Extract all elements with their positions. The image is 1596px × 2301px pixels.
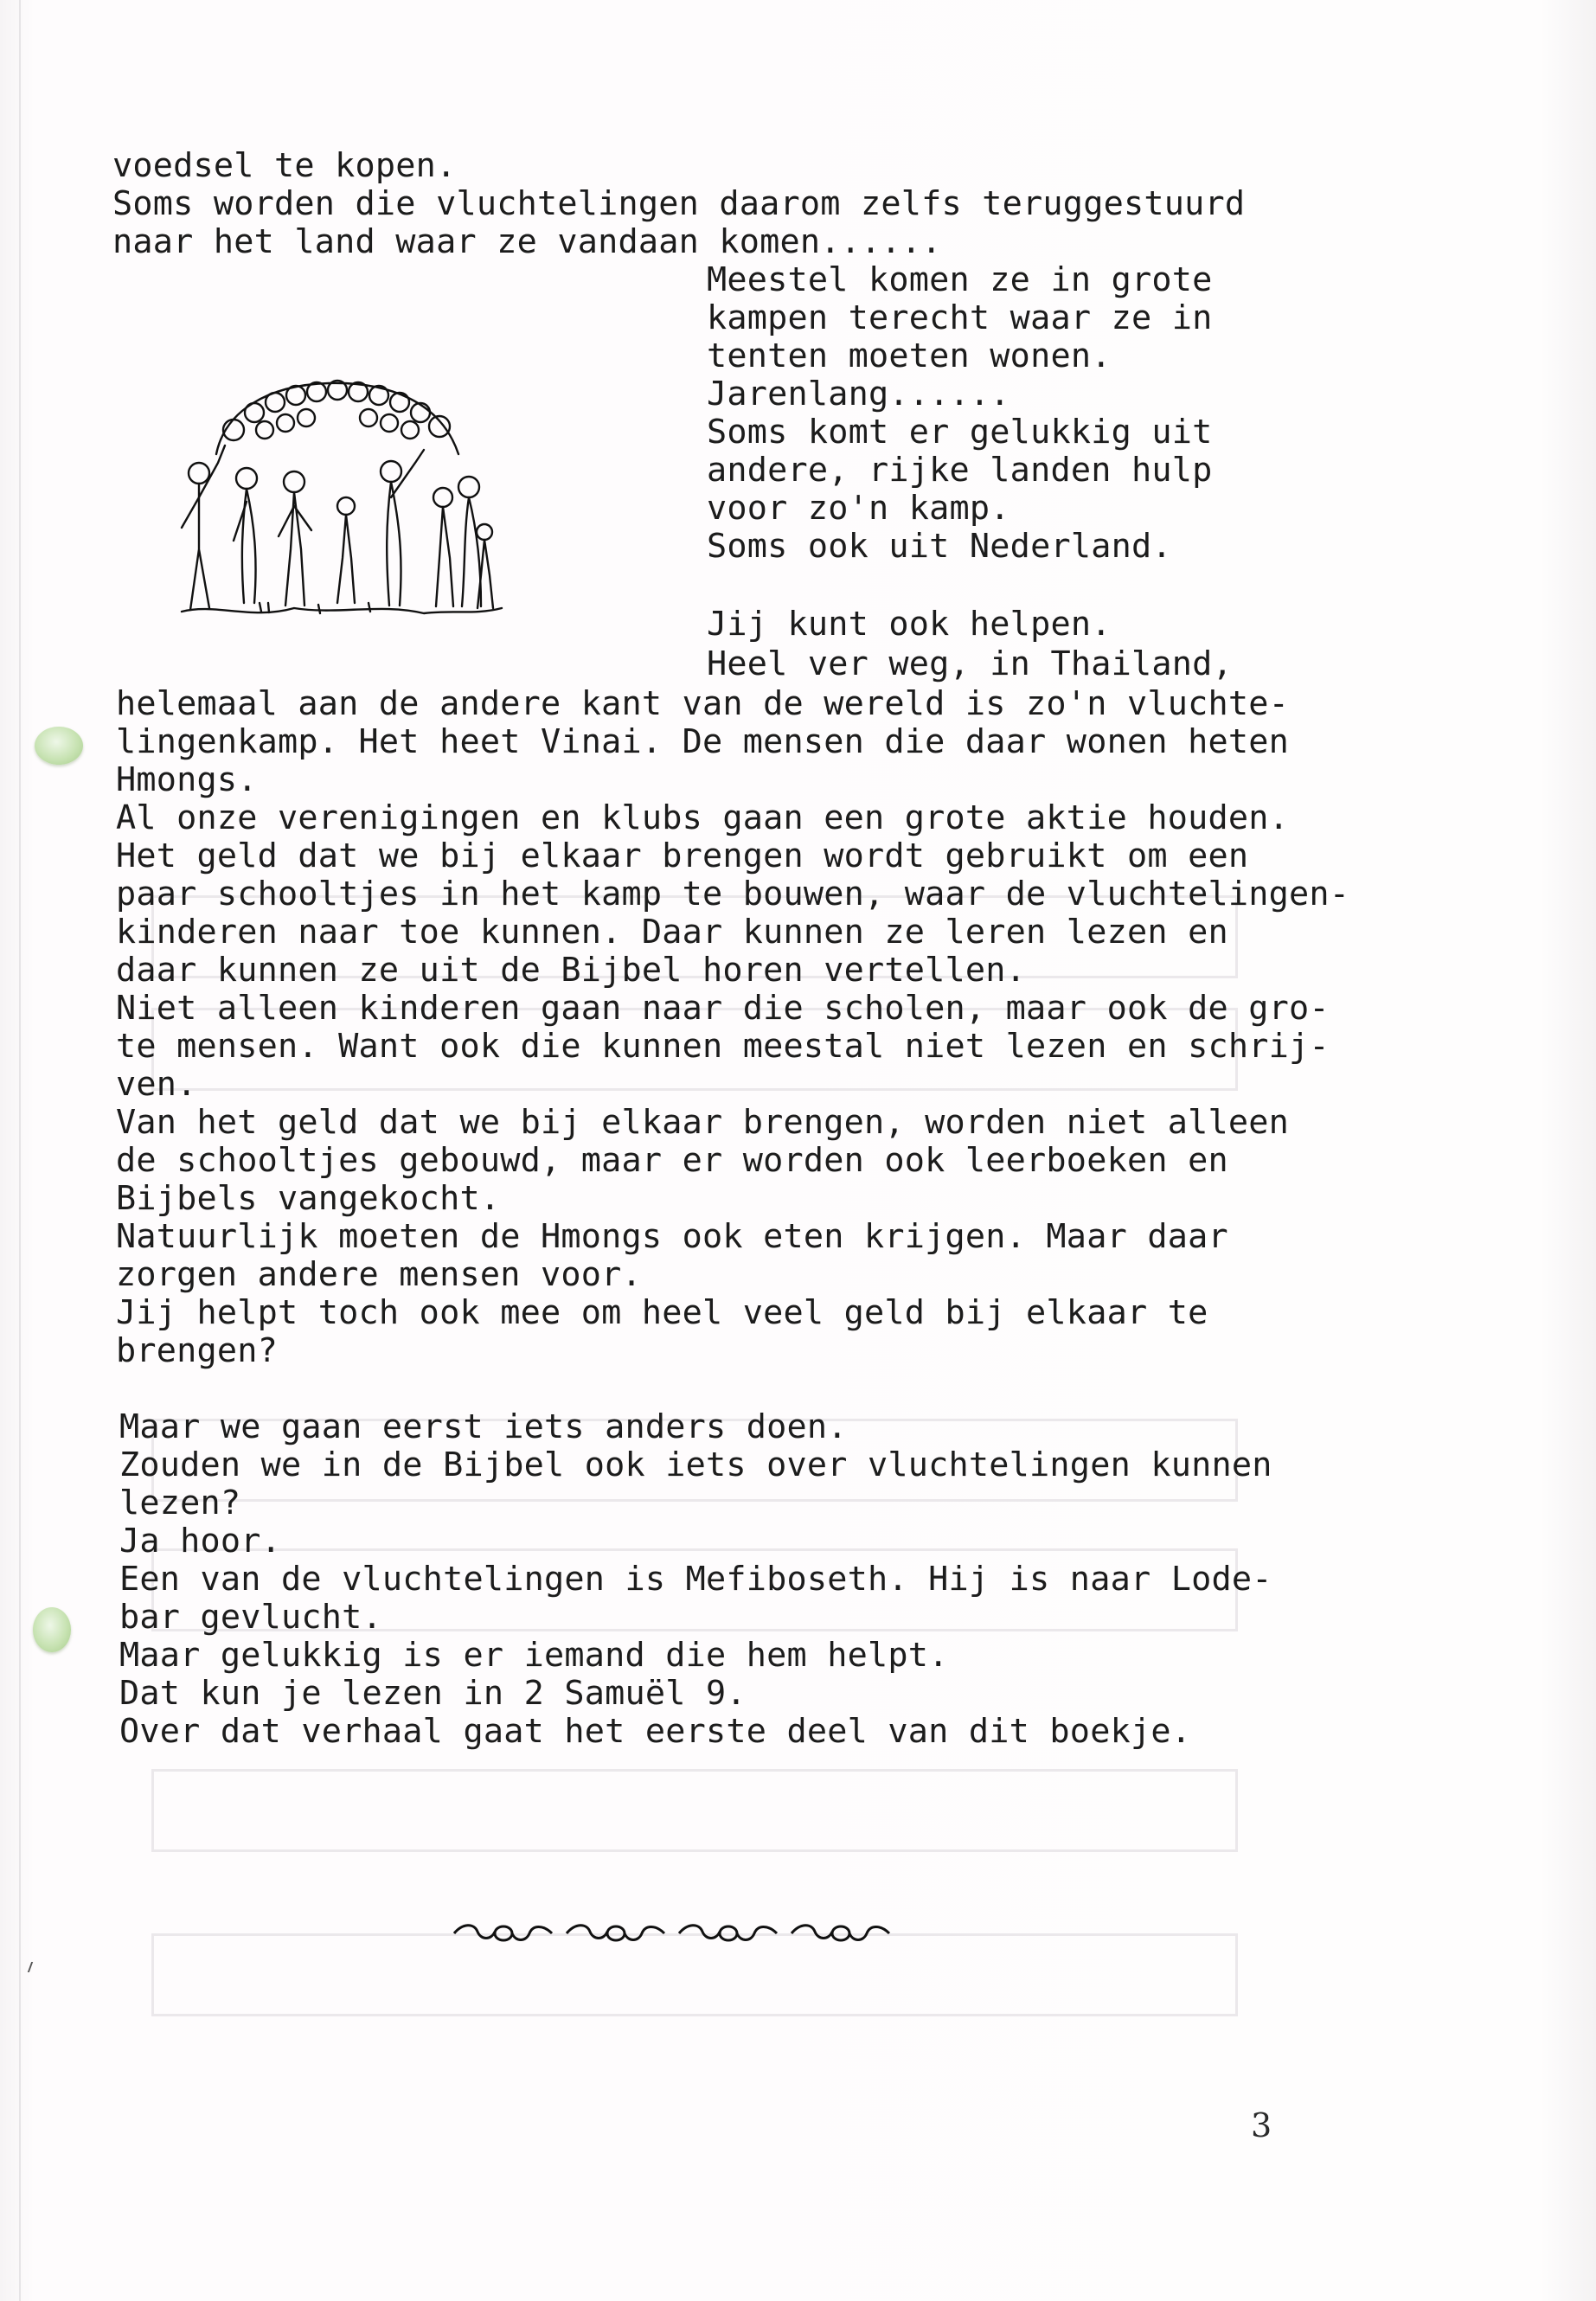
text-line: Meestel komen ze in grote	[707, 260, 1213, 299]
text-line: kinderen naar toe kunnen. Daar kunnen ze leren lezen en	[116, 913, 1228, 952]
text-line: Jij helpt toch ook mee om heel veel geld bij elkaar te	[116, 1293, 1208, 1332]
text-line: Van het geld dat we bij elkaar brengen, worden niet alleen	[116, 1103, 1289, 1142]
text-line: Bijbels vangekocht.	[116, 1179, 501, 1218]
text-line: te mensen. Want ook die kunnen meestal niet lezen en schrij-	[116, 1027, 1330, 1066]
text-line: de schooltjes gebouwd, maar er worden ook leerboeken en	[116, 1141, 1228, 1180]
text-line: Het geld dat we bij elkaar brengen wordt gebruikt om een	[116, 836, 1249, 875]
crowd-of-refugees-illustration	[164, 376, 510, 627]
text-line: paar schooltjes in het kamp te bouwen, waar de vluchtelingen-	[116, 875, 1350, 913]
text-line: kampen terecht waar ze in	[707, 298, 1213, 337]
bleed-through-box	[151, 1769, 1238, 1852]
text-line: andere, rijke landen hulp	[707, 451, 1213, 490]
text-line: Heel ver weg, in Thailand,	[707, 644, 1233, 683]
text-line: Jij kunt ook helpen.	[707, 605, 1112, 644]
text-line: Soms komt er gelukkig uit	[707, 413, 1213, 452]
text-line: Maar gelukkig is er iemand die hem helpt.	[119, 1636, 949, 1675]
text-line: Maar we gaan eerst iets anders doen.	[119, 1407, 848, 1446]
ornamental-divider	[450, 1916, 900, 1951]
text-line: helemaal aan de andere kant van de wereld is zo'n vluchte-	[116, 684, 1289, 723]
text-line: Soms ook uit Nederland.	[707, 527, 1172, 566]
text-line: daar kunnen ze uit de Bijbel horen vertellen.	[116, 951, 1027, 990]
text-line: Dat kun je lezen in 2 Samuël 9.	[119, 1674, 747, 1713]
text-line: Soms worden die vluchtelingen daarom zelfs teruggestuurd	[112, 184, 1246, 223]
text-line: Hmongs.	[116, 760, 258, 799]
text-line: lezen?	[119, 1484, 241, 1522]
text-line: voedsel te kopen.	[112, 146, 457, 185]
text-line: ven.	[116, 1065, 197, 1104]
page-edge	[19, 0, 21, 2301]
text-line: bar gevlucht.	[119, 1598, 382, 1637]
text-line: tenten moeten wonen.	[707, 336, 1112, 375]
punch-hole-bottom	[33, 1607, 71, 1652]
text-line: Over dat verhaal gaat het eerste deel van dit boekje.	[119, 1712, 1192, 1751]
text-line: Al onze verenigingen en klubs gaan een grote aktie houden.	[116, 798, 1289, 837]
text-line: voor zo'n kamp.	[707, 489, 1010, 528]
text-line: Ja hoor.	[119, 1522, 282, 1561]
text-line: Een van de vluchtelingen is Mefiboseth. Hij is naar Lode-	[119, 1560, 1272, 1599]
text-line: Niet alleen kinderen gaan naar die scholen, maar ook de gro-	[116, 989, 1330, 1028]
text-line: zorgen andere mensen voor.	[116, 1255, 642, 1294]
text-line: brengen?	[116, 1331, 279, 1370]
text-line: Jarenlang......	[707, 375, 1010, 413]
page-number: 3	[1251, 2106, 1272, 2144]
text-line: Zouden we in de Bijbel ook iets over vluchtelingen kunnen	[119, 1445, 1272, 1484]
punch-hole-top	[35, 727, 83, 765]
text-line: Natuurlijk moeten de Hmongs ook eten krijgen. Maar daar	[116, 1217, 1228, 1256]
text-line: lingenkamp. Het heet Vinai. De mensen die daar wonen heten	[116, 722, 1289, 761]
text-line: naar het land waar ze vandaan komen......	[112, 222, 942, 261]
